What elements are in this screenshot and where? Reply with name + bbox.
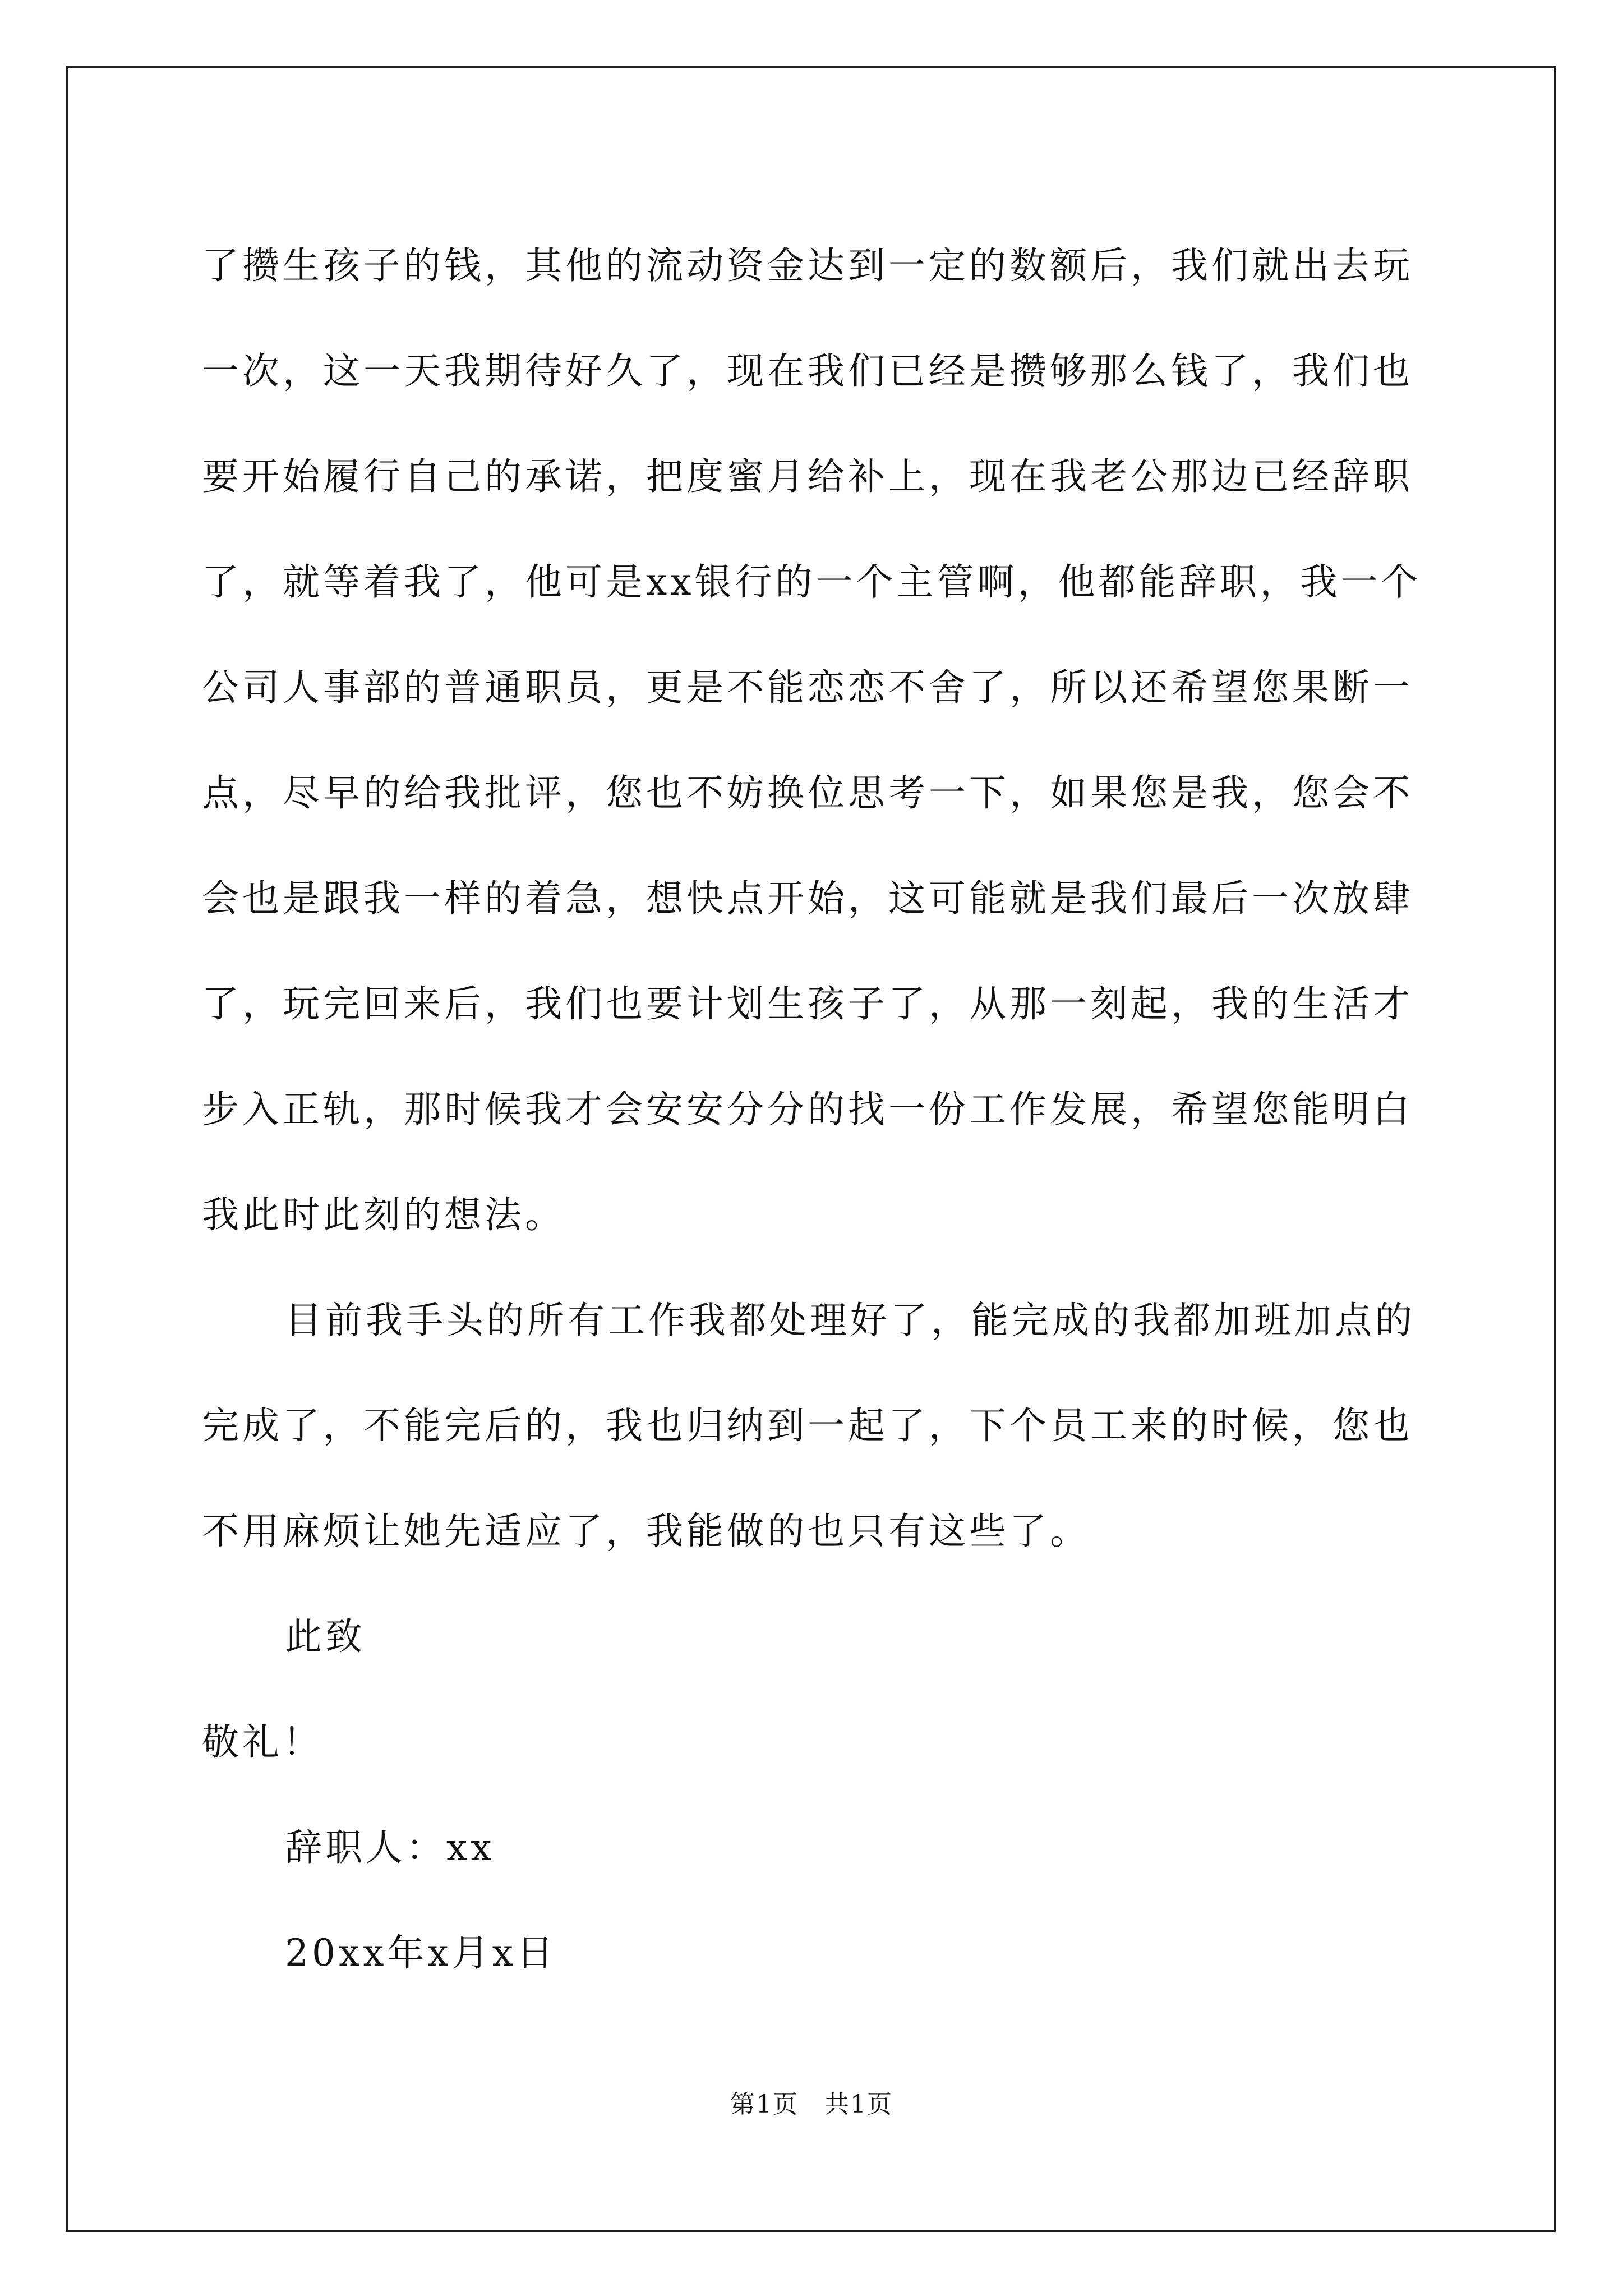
text-line: 一次，这一天我期待好久了，现在我们已经是攒够那么钱了，我们也 [202,349,1413,393]
paragraph-2 [202,1268,1424,1584]
paragraph-1 [202,213,1424,1268]
text-line: 目前我手头的所有工作我都处理好了，能完成的我都加班加点的 [285,1299,1415,1342]
text-line: 了攒生孩子的钱，其他的流动资金达到一定的数额后，我们就出去玩 [202,244,1413,287]
date-line: 20xx年x月x日 [285,1931,557,1975]
text-line: 点，尽早的给我批评，您也不妨换位思考一下，如果您是我，您会不 [202,771,1413,815]
text-line: 会也是跟我一样的着急，想快点开始，这可能就是我们最后一次放肆 [202,877,1413,920]
text-line: 步入正轨，那时候我才会安安分分的找一份工作发展，希望您能明白 [202,1088,1413,1131]
salutation-jing-li: 敬礼！ [202,1720,323,1764]
signer-line: 辞职人：xx [285,1826,495,1869]
letter-body [202,213,1424,2006]
text-line: 完成了，不能完后的，我也归纳到一起了，下个员工来的时候，您也 [202,1404,1413,1447]
text-line: 不用麻烦让她先适应了，我能做的也只有这些了。 [202,1510,1090,1553]
text-line: 了，玩完回来后，我们也要计划生孩子了，从那一刻起，我的生活才 [202,982,1413,1025]
text-line: 要开始履行自己的承诺，把度蜜月给补上，现在我老公那边已经辞职 [202,455,1413,498]
salutation-ci-zhi: 此致 [285,1615,366,1658]
text-line: 公司人事部的普通职员，更是不能恋恋不舍了，所以还希望您果断一 [202,666,1413,709]
text-line: 我此时此刻的想法。 [202,1193,565,1236]
page-footer: 第1页 共1页 [730,2090,893,2119]
text-line: 了，就等着我了，他可是xx银行的一个主管啊，他都能辞职，我一个 [202,560,1422,604]
